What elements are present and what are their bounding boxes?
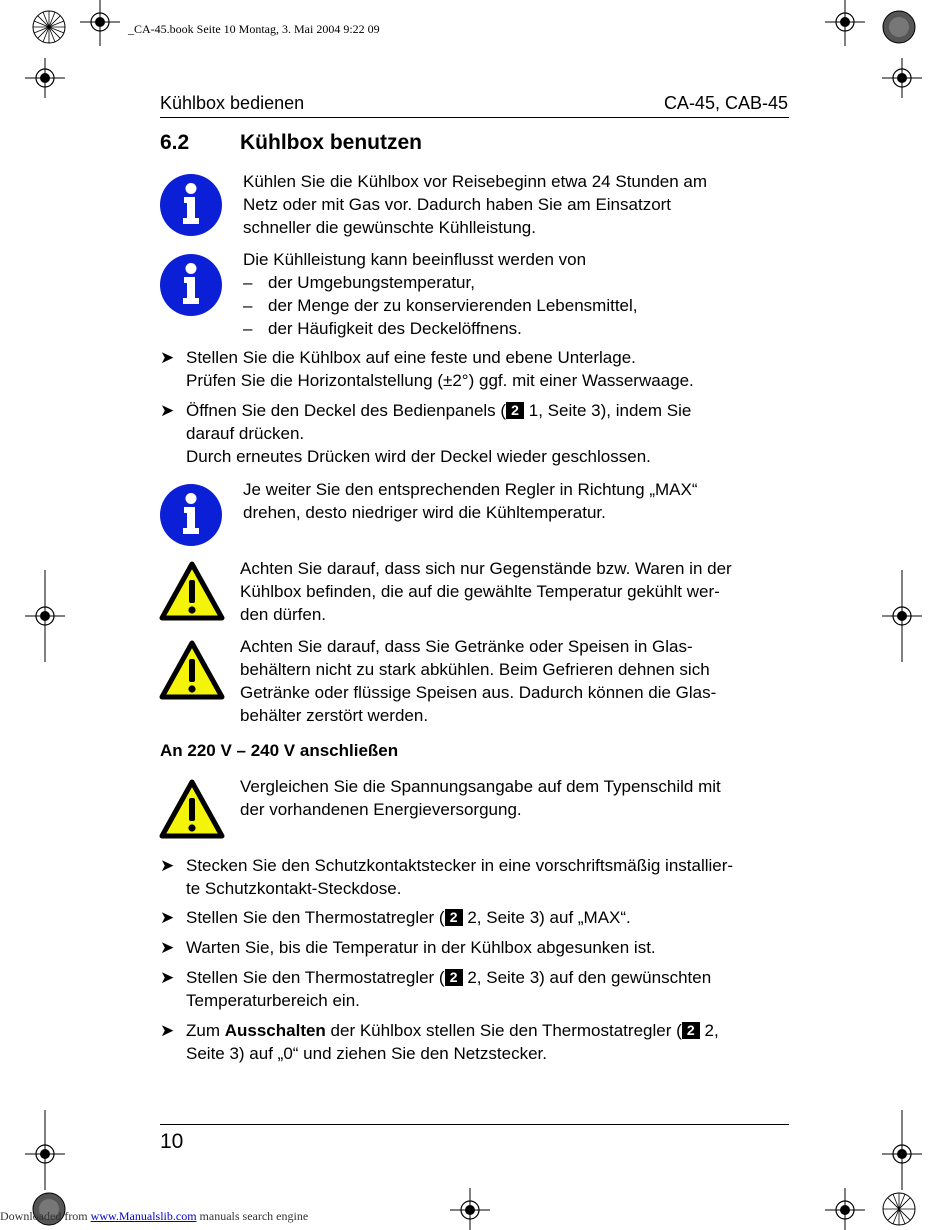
figure-reference-badge: 2 [445, 909, 463, 926]
instruction-step-set-range: ➤ Stellen Sie den Thermostatregler ( 2 2, Seite 3) auf den gewünschten Temperaturbereich ein. [160, 968, 712, 1010]
book-slug-line: _CA-45.book Seite 10 Montag, 3. Mai 2004 9:22 09 [128, 22, 380, 36]
registration-mark-icon [882, 10, 916, 44]
registration-mark-icon [450, 1188, 490, 1230]
arrow-bullet-icon: ➤ [160, 401, 175, 420]
running-header-left: Kühlbox bedienen [160, 93, 305, 113]
warning-icon [159, 561, 225, 621]
registration-mark-icon [25, 570, 65, 662]
list-item: – der Umgebungstemperatur, [243, 273, 475, 292]
info-note-max-regler: Je weiter Sie den entsprechenden Regler in Richtung „MAX“ drehen, desto niedriger wird die Kühltemperatur. [243, 480, 698, 522]
header-rule [160, 117, 789, 118]
registration-mark-icon [882, 1110, 922, 1190]
info-icon [160, 174, 222, 236]
arrow-bullet-icon: ➤ [160, 1021, 175, 1040]
instruction-step-switch-off: ➤ Zum Ausschalten der Kühlbox stellen Sie den Thermostatregler ( 2 2, Seite 3) auf „0“ und ziehen Sie den Netzstecker. [160, 1021, 719, 1063]
instruction-step-plug-in: ➤ Stecken Sie den Schutzkontaktstecker in eine vorschriftsmäßig installier- te Schutzkontakt-Steckdose. [160, 856, 734, 898]
arrow-bullet-icon: ➤ [160, 348, 175, 367]
registration-mark-icon [825, 1188, 865, 1230]
warning-note-glass-containers: Achten Sie darauf, dass Sie Getränke oder Speisen in Glas- behältern nicht zu stark abkühlen. Beim Gefrieren dehnen sich Getränke oder flüssige Speisen aus. Dadurch können die Glas- behälter zerstört werden. [240, 637, 717, 725]
arrow-bullet-icon: ➤ [160, 908, 175, 927]
registration-mark-icon [80, 0, 120, 46]
instruction-step-set-max: ➤ Stellen Sie den Thermostatregler ( 2 2, Seite 3) auf „MAX“. [160, 908, 631, 927]
info-icon [160, 484, 222, 546]
warning-icon [159, 779, 225, 839]
subheading-mains-connection: An 220 V – 240 V anschließen [160, 741, 399, 760]
warning-note-voltage: Vergleichen Sie die Spannungsangabe auf dem Typenschild mit der vorhandenen Energieversorgung. [240, 777, 721, 819]
page-number: 10 [160, 1130, 184, 1153]
registration-mark-icon [882, 570, 922, 662]
warning-note-suitable-goods: Achten Sie darauf, dass sich nur Gegenstände bzw. Waren in der Kühlbox befinden, die auf die gewählte Temperatur gekühlt wer- den dürfen. [240, 559, 732, 624]
section-title: Kühlbox benutzen [240, 131, 422, 154]
registration-mark-icon [825, 0, 865, 46]
section-number: 6.2 [160, 131, 190, 154]
warning-icon [159, 640, 225, 700]
list-item: – der Häufigkeit des Deckelöffnens. [243, 319, 522, 338]
list-item: – der Menge der zu konservierenden Lebensmittel, [243, 296, 638, 315]
download-footer: Downloaded from www.Manualslib.com manuals search engine [0, 1209, 309, 1223]
arrow-bullet-icon: ➤ [160, 938, 175, 957]
running-header-right: CA-45, CAB-45 [663, 93, 788, 113]
info-note-cooling-factors: Die Kühlleistung kann beeinflusst werden von – der Umgebungstemperatur, – der Menge der zu konservierenden Lebensmittel, – der Häufigkeit des Deckelöffnens. [243, 250, 638, 338]
info-icon [160, 254, 222, 316]
figure-reference-badge: 2 [682, 1022, 700, 1039]
instruction-step-wait: ➤ Warten Sie, bis die Temperatur in der Kühlbox abgesunken ist. [160, 938, 656, 957]
arrow-bullet-icon: ➤ [160, 968, 175, 987]
registration-mark-icon [882, 1192, 916, 1226]
registration-mark-icon [25, 1110, 65, 1190]
instruction-step-level: ➤ Stellen Sie die Kühlbox auf eine feste und ebene Unterlage. Prüfen Sie die Horizontalstellung (±2°) ggf. mit einer Wasserwaage. [160, 348, 694, 390]
registration-mark-icon [882, 58, 922, 98]
registration-mark-icon [25, 58, 65, 98]
manualslib-link[interactable]: www.Manualslib.com [90, 1209, 197, 1223]
registration-mark-icon [32, 10, 66, 44]
arrow-bullet-icon: ➤ [160, 856, 175, 875]
footer-rule [160, 1124, 789, 1125]
figure-reference-badge: 2 [445, 969, 463, 986]
instruction-step-open-lid: ➤ Öffnen Sie den Deckel des Bedienpanels ( 2 1, Seite 3), indem Sie darauf drücken. Durch erneutes Drücken wird der Deckel wieder geschlossen. [160, 401, 692, 466]
figure-reference-badge: 2 [506, 402, 524, 419]
info-note-precool: Kühlen Sie die Kühlbox vor Reisebeginn etwa 24 Stunden am Netz oder mit Gas vor. Dadurch haben Sie am Einsatzort schneller die gewünschte Kühlleistung. [243, 172, 708, 237]
